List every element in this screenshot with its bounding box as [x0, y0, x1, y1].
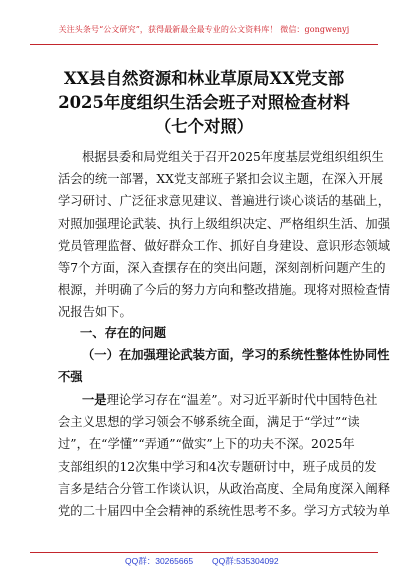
intro-line: 等7个方面，深入查摆存在的突出问题，深刻剖析问题产生的: [58, 260, 386, 275]
intro-line: 根源，并明确了今后的努力方向和整改措施。现将对照检查情: [58, 283, 391, 298]
first-line-text: 理论学习存在“温差”。对习近平新时代中国特色社: [106, 393, 378, 407]
doc-title-line2: 2025年度组织生活会班子对照检查材料: [58, 93, 350, 112]
problem-line: 过”，在“学懂”“弄通”“做实”上下的功夫不深。2025年: [58, 437, 355, 452]
doc-title-line3: （七个对照）: [154, 117, 254, 136]
problem-paragraph: [58, 389, 391, 522]
subsection-heading: [58, 344, 390, 388]
footer-qq-group-2: QQ群:535304092: [212, 556, 279, 566]
footer-qq-group-1: QQ群：30265665: [125, 556, 194, 566]
intro-paragraph: [58, 146, 391, 324]
intro-line: 对照加强理论武装、执行上级组织决定、严格组织生活、加强: [58, 216, 391, 231]
problem-first-line: [58, 389, 378, 411]
section-heading: 一、存在的问题: [80, 325, 167, 340]
subsection-heading-line1: （一）在加强理论武装方面，学习的系统性整体性协同性: [82, 348, 390, 362]
subsection-heading-line2: 不强: [58, 370, 83, 385]
intro-line: 根据县委和局党组关于召开2025年度基层党组织组织生: [82, 150, 384, 164]
header-divider: [30, 44, 378, 45]
problem-line: 言多是结合分管工作谈认识，从政治高度、全局角度深入阐释: [58, 481, 391, 496]
header-banner: 关注头条号“公文研究”，获得最新最全最专业的公文资料库！ 微信：gongwenyj: [58, 25, 350, 34]
problem-line: 党的二十届四中全会精神的系统性思考不多。学习方式较为单: [58, 503, 391, 518]
page-footer: [0, 552, 408, 572]
doc-title-line1: XX县自然资源和林业草原局XX党支部: [63, 69, 345, 88]
intro-line: 况报告如下。: [58, 305, 132, 320]
intro-line: 活会的统一部署，XX党支部班子紧扣会议主题，在深入开展: [58, 172, 383, 187]
problem-line: 会主义思想的学习领会不够系统全面，满足于“学过”“读: [58, 415, 360, 430]
intro-line: 学习研讨、广泛征求意见建议、普遍进行谈心谈话的基础上，: [58, 194, 391, 209]
intro-line: 党员管理监督、做好群众工作、抓好自身建设、意识形态领域: [58, 238, 391, 253]
page-header: [0, 0, 408, 58]
problem-line: 支部组织的12次集中学习和4次专题研讨中，班子成员的发: [58, 459, 377, 474]
lead-marker: 一是: [82, 392, 107, 407]
footer-divider: [30, 552, 378, 553]
